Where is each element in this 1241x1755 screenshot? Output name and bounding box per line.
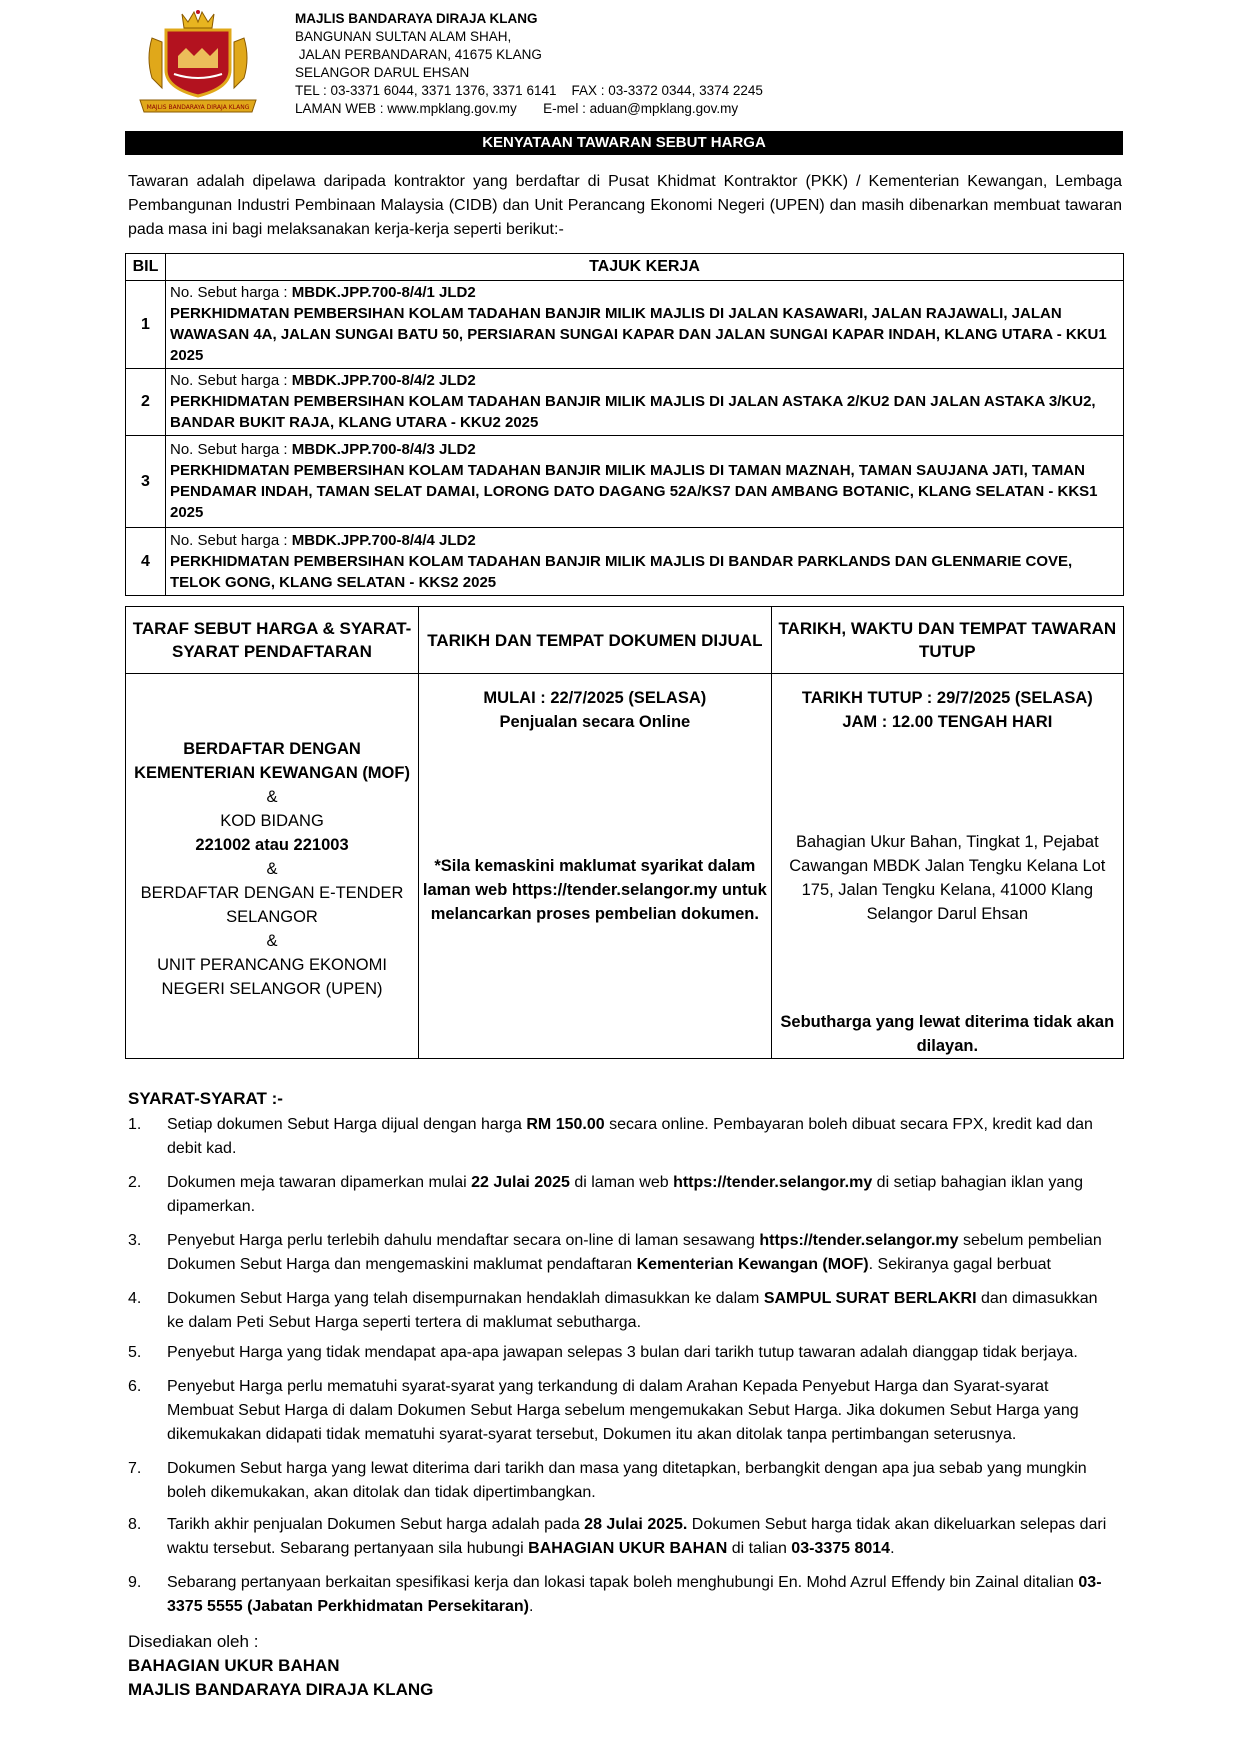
condition-item [128, 1287, 1118, 1335]
amp-2: & [266, 860, 278, 878]
condition-text: . [528, 1598, 534, 1615]
condition-number: 1. [128, 1116, 142, 1133]
job-title: PERKHIDMATAN PEMBERSIHAN KOLAM TADAHAN BANJIR MILIK MAJLIS DI JALAN KASAWARI, JALAN RAJAWALI, JALAN WAWASAN 4A, JALAN SUNGAI BATU 50, PERSIARAN SUNGAI KAPAR DAN JALAN SUNGAI KAPAR INDAH, KLANG UTARA - KKU1 2025 [170, 305, 1107, 364]
quotation-ref-number: MBDK.JPP.700-8/4/1 JLD2 [291, 284, 476, 301]
quotation-ref-label: No. Sebut harga : [170, 284, 292, 301]
condition-emphasis: 22 Julai 2025 [471, 1174, 570, 1191]
condition-emphasis: 03-3375 8014 [791, 1540, 891, 1557]
prepared-by-dept: BAHAGIAN UKUR BAHAN [128, 1656, 340, 1675]
condition-number: 2. [128, 1174, 142, 1191]
condition-text: Penyebut Harga perlu mematuhi syarat-syarat yang terkandung di dalam Arahan Kepada Penyebut Harga dan Syarat-syarat Membuat Sebut Harga di dalam Dokumen Sebut Harga sebelum mengemukakan Sebut Harga. Jika dokumen Sebut Harga yang dikemukakan didapati tidak mematuhi syarat-syarat tersebut, Dokumen itu akan ditolak tanpa pertimbangan seterusnya. [167, 1378, 1079, 1443]
condition-text: . Sekiranya gagal berbuat [868, 1256, 1051, 1273]
condition-text: Penyebut Harga perlu terlebih dahulu mendaftar secara on-line di laman sesawang [167, 1232, 760, 1249]
row-job [166, 369, 1124, 436]
condition-number: 8. [128, 1516, 142, 1533]
condition-text: Sebarang pertanyaan berkaitan spesifikasi kerja dan lokasi tapak boleh menghubungi En. Mohd Azrul Effendy bin Zainal ditalian [167, 1574, 1079, 1591]
council-crest-logo [138, 8, 258, 120]
condition-text: Setiap dokumen Sebut Harga dijual dengan harga [167, 1116, 527, 1133]
conditions-heading: SYARAT-SYARAT :- [128, 1089, 283, 1108]
reg-mof: BERDAFTAR DENGAN KEMENTERIAN KEWANGAN (MOF) [134, 740, 410, 782]
condition-text: Dokumen meja tawaran dipamerkan mulai [167, 1174, 472, 1191]
reg-etender: BERDAFTAR DENGAN E-TENDER SELANGOR [140, 884, 404, 926]
registration-cell [126, 674, 419, 1059]
condition-text: Dokumen Sebut harga yang lewat diterima dari tarikh dan masa yang ditetapkan, berbangkit dengan apa jua sebab yang mungkin boleh dikemukakan, akan ditolak dan tidak dipertimbangkan. [167, 1460, 1087, 1501]
closing-time: JAM : 12.00 TENGAH HARI [842, 713, 1053, 731]
condition-emphasis: Kementerian Kewangan (MOF) [636, 1256, 869, 1273]
reg-kod-bidang-value: 221002 atau 221003 [195, 836, 349, 854]
quotation-ref [170, 439, 1119, 460]
header-registration: TARAF SEBUT HARGA & SYARAT-SYARAT PENDAFTARAN [126, 607, 419, 674]
condition-text: di talian [727, 1540, 792, 1557]
job-title: PERKHIDMATAN PEMBERSIHAN KOLAM TADAHAN BANJIR MILIK MAJLIS DI BANDAR PARKLANDS DAN GLENMARIE COVE, TELOK GONG, KLANG SELATAN - KKS2 2025 [170, 552, 1073, 591]
late-submission-note: Sebutharga yang lewat diterima tidak akan dilayan. [780, 1013, 1115, 1055]
condition-text: sebelum pembelian Dokumen Sebut Harga dan mengemaskini maklumat pendaftaran [167, 1232, 1102, 1273]
council-name: MAJLIS BANDARAYA DIRAJA KLANG [295, 11, 538, 26]
condition-emphasis: RM 150.00 [526, 1116, 605, 1133]
condition-item [128, 1375, 1118, 1447]
row-bil: 4 [126, 528, 166, 596]
prepared-by-org: MAJLIS BANDARAYA DIRAJA KLANG [128, 1680, 434, 1699]
row-job [166, 436, 1124, 528]
document-title-bar: KENYATAAN TAWARAN SEBUT HARGA [125, 131, 1123, 155]
condition-text: Dokumen Sebut Harga yang telah disempurnakan hendaklah dimasukkan ke dalam [167, 1290, 764, 1307]
condition-text: dan dimasukkan ke dalam Peti Sebut Harga seperti tertera di maklumat sebutharga. [167, 1290, 1098, 1331]
condition-item [128, 1113, 1118, 1161]
condition-text: Penyebut Harga yang tidak mendapat apa-apa jawapan selepas 3 bulan dari tarikh tutup tawaran adalah dianggap tidak berjaya. [167, 1344, 1078, 1361]
condition-emphasis: BAHAGIAN UKUR BAHAN [528, 1540, 728, 1557]
quotation-ref-number: MBDK.JPP.700-8/4/3 JLD2 [291, 441, 476, 458]
prepared-by-label: Disediakan oleh : [128, 1632, 259, 1651]
condition-emphasis: SAMPUL SURAT BERLAKRI [763, 1290, 977, 1307]
condition-emphasis: https://tender.selangor.my [673, 1174, 873, 1191]
address-line-3: SELANGOR DARUL EHSAN [295, 65, 470, 80]
sale-method: Penjualan secara Online [499, 713, 691, 731]
table-row [126, 281, 1124, 369]
row-bil: 2 [126, 369, 166, 436]
condition-text: Dokumen Sebut harga tidak akan dikeluarkan selepas dari waktu tersebut. Sebarang pertanyaan sila hubungi [167, 1516, 1107, 1557]
works-table [125, 253, 1124, 596]
address-line-2: JALAN PERBANDARAN, 41675 KLANG [295, 47, 542, 62]
quotation-ref-label: No. Sebut harga : [170, 441, 292, 458]
table-row [126, 528, 1124, 596]
sale-start-date: MULAI : 22/7/2025 (SELASA) [483, 689, 707, 707]
quotation-ref-label: No. Sebut harga : [170, 372, 292, 389]
row-job [166, 528, 1124, 596]
reg-kod-bidang-label: KOD BIDANG [220, 812, 324, 830]
closing-cell [771, 674, 1123, 1059]
condition-number: 3. [128, 1232, 142, 1249]
condition-emphasis: 28 Julai 2025. [584, 1516, 688, 1533]
condition-item [128, 1457, 1118, 1505]
row-bil: 1 [126, 281, 166, 369]
condition-number: 4. [128, 1290, 142, 1307]
amp-3: & [266, 932, 278, 950]
table-row [126, 436, 1124, 528]
condition-number: 5. [128, 1344, 142, 1361]
amp-1: & [266, 788, 278, 806]
table-row [126, 369, 1124, 436]
condition-item [128, 1571, 1118, 1619]
terms-table [125, 606, 1124, 1059]
quotation-ref [170, 530, 1119, 551]
sale-note: *Sila kemaskini maklumat syarikat dalam laman web https://tender.selangor.my untuk melancarkan proses pembelian dokumen. [422, 857, 767, 923]
condition-number: 9. [128, 1574, 142, 1591]
reg-upen: UNIT PERANCANG EKONOMI NEGERI SELANGOR (UPEN) [157, 956, 387, 998]
quotation-ref-number: MBDK.JPP.700-8/4/2 JLD2 [291, 372, 476, 389]
condition-item [128, 1341, 1118, 1365]
condition-item [128, 1171, 1118, 1219]
prepared-by-block [128, 1630, 433, 1702]
contact-phone-fax: TEL : 03-3371 6044, 3371 1376, 3371 6141 FAX : 03-3372 0344, 3374 2245 [295, 83, 763, 98]
condition-text: di laman web [569, 1174, 674, 1191]
quotation-ref [170, 282, 1119, 303]
condition-number: 6. [128, 1378, 142, 1395]
condition-item [128, 1513, 1118, 1561]
condition-text: . [890, 1540, 895, 1557]
header-document-sale: TARIKH DAN TEMPAT DOKUMEN DIJUAL [419, 607, 772, 674]
condition-emphasis: https://tender.selangor.my [759, 1232, 959, 1249]
job-title: PERKHIDMATAN PEMBERSIHAN KOLAM TADAHAN BANJIR MILIK MAJLIS DI TAMAN MAZNAH, TAMAN SAUJANA JATI, TAMAN PENDAMAR INDAH, TAMAN SELAT DAMAI, LORONG DATO DAGANG 52A/KS7 DAN AMBANG BOTANIC, KLANG SELATAN - KKS1 2025 [170, 462, 1098, 521]
condition-text: di setiap bahagian iklan yang dipamerkan. [167, 1174, 1084, 1215]
closing-place: Bahagian Ukur Bahan, Tingkat 1, Pejabat Cawangan MBDK Jalan Tengku Kelana Lot 175, Jalan Tengku Kelana, 41000 Klang Selangor Darul Ehsan [789, 833, 1106, 923]
quotation-ref-number: MBDK.JPP.700-8/4/4 JLD2 [291, 531, 476, 549]
header-closing: TARIKH, WAKTU DAN TEMPAT TAWARAN TUTUP [771, 607, 1123, 674]
conditions-section [128, 1087, 1118, 1619]
letterhead [138, 8, 1118, 126]
col-tajuk-header: TAJUK KERJA [166, 254, 1124, 281]
row-job [166, 281, 1124, 369]
quotation-ref-label: No. Sebut harga : [170, 531, 292, 549]
document-sale-cell [419, 674, 772, 1059]
condition-text: Tarikh akhir penjualan Dokumen Sebut harga adalah pada [167, 1516, 585, 1533]
contact-web-email: LAMAN WEB : www.mpklang.gov.my E-mel : aduan@mpklang.gov.my [295, 101, 739, 116]
job-title: PERKHIDMATAN PEMBERSIHAN KOLAM TADAHAN BANJIR MILIK MAJLIS DI JALAN ASTAKA 2/KU2 DAN JALAN ASTAKA 3/KU2, BANDAR BUKIT RAJA, KLANG UTARA - KKU2 2025 [170, 393, 1096, 431]
condition-emphasis: 03-3375 5555 (Jabatan Perkhidmatan Persekitaran) [167, 1574, 1102, 1615]
row-bil: 3 [126, 436, 166, 528]
col-bil-header: BIL [126, 254, 166, 281]
closing-date: TARIKH TUTUP : 29/7/2025 (SELASA) [801, 689, 1093, 707]
council-address-block [295, 10, 763, 118]
condition-text: secara online. Pembayaran boleh dibuat secara FPX, kredit kad dan debit kad. [167, 1116, 1093, 1157]
intro-paragraph: Tawaran adalah dipelawa daripada kontraktor yang berdaftar di Pusat Khidmat Kontraktor (PKK) / Kementerian Kewangan, Lembaga Pembangunan Industri Pembinaan Malaysia (CIDB) dan Unit Perancang Ekonomi Negeri (UPEN) dan masih dibenarkan membuat tawaran pada masa ini bagi melaksanakan kerja-kerja seperti berikut:- [128, 173, 1122, 238]
condition-number: 7. [128, 1460, 142, 1477]
condition-item [128, 1229, 1118, 1277]
address-line-1: BANGUNAN SULTAN ALAM SHAH, [295, 29, 512, 44]
svg-text:MAJLIS BANDARAYA DIRAJA KLANG: MAJLIS BANDARAYA DIRAJA KLANG [146, 104, 250, 111]
quotation-ref [170, 370, 1119, 391]
